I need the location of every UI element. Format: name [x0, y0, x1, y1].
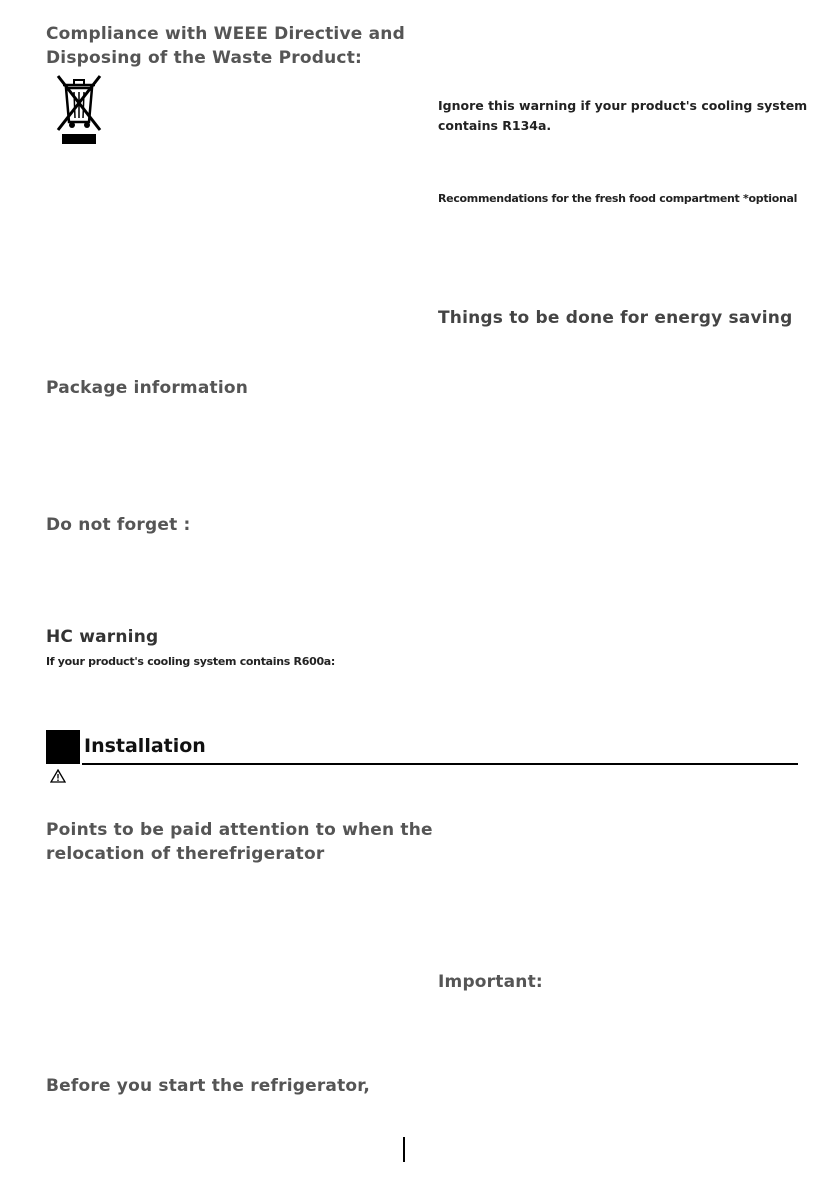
- hc-warning-heading: HC warning: [46, 627, 159, 647]
- do-not-forget-heading: Do not forget :: [46, 515, 191, 535]
- recommendations-heading: Recommendations for the fresh food compartment *optional: [438, 192, 798, 205]
- ignore-warning-note: [438, 96, 807, 136]
- energy-saving-heading: Things to be done for energy saving: [438, 308, 793, 328]
- before-start-heading: Before you start the refrigerator,: [46, 1076, 371, 1096]
- ignore-line2: contains R134a.: [438, 118, 552, 133]
- ignore-line1: Ignore this warning if your product's cooling system: [438, 98, 808, 113]
- installation-heading: Installation: [84, 735, 206, 757]
- weee-icon: [54, 74, 104, 146]
- important-heading: Important:: [438, 972, 543, 992]
- relocation-line2: relocation of therefrigerator: [46, 844, 325, 864]
- warning-triangle-icon: [50, 768, 66, 782]
- weee-title: [46, 22, 405, 70]
- relocation-line1: Points to be paid attention to when the: [46, 820, 433, 840]
- weee-title-line1: Compliance with WEEE Directive and: [46, 24, 405, 44]
- weee-title-line2: Disposing of the Waste Product:: [46, 48, 363, 68]
- relocation-heading: [46, 818, 433, 866]
- hc-warning-subtext: If your product's cooling system contains R600a:: [46, 655, 336, 668]
- section-number-box: [46, 730, 80, 764]
- package-info-heading: Package information: [46, 378, 249, 398]
- section-divider: [82, 763, 798, 765]
- page-number-divider: [403, 1137, 405, 1162]
